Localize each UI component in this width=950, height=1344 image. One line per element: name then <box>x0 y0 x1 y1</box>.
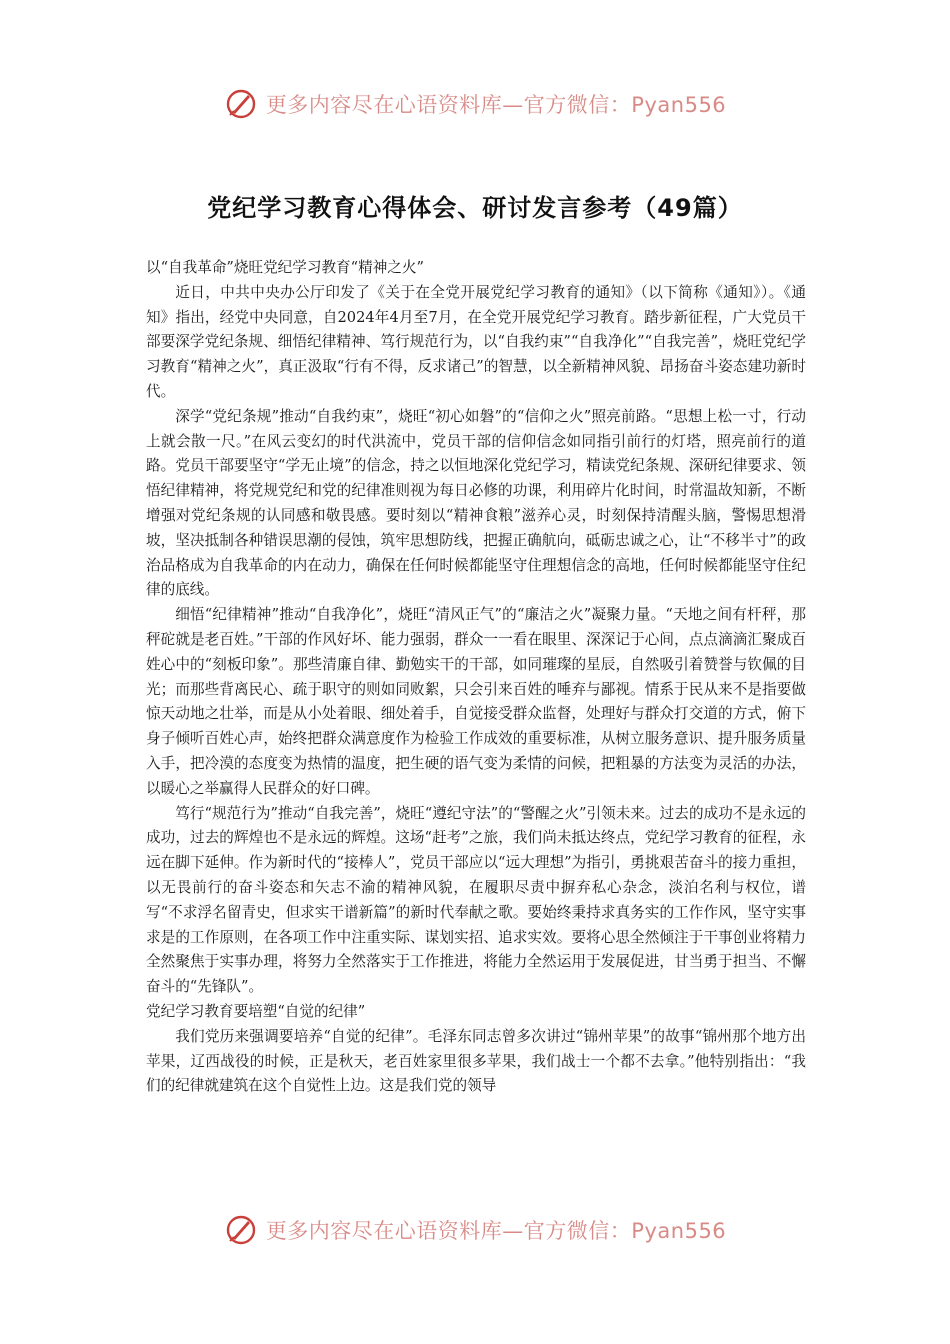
watermark-banner-top <box>0 84 950 124</box>
quill-logo-icon <box>224 87 258 121</box>
body-paragraph: 细悟“纪律精神”推动“自我净化”，烧旺“清风正气”的“廉洁之火”凝聚力量。“天地之间有杆秤，那秤砣就是老百姓。”干部的作风好坏、能力强弱，群众一一看在眼里、深深记于心间，点点滴滴汇聚成百姓心中的“刻板印象”。那些清廉自律、勤勉实干的干部，如同璀璨的星辰，自然吸引着赞誉与钦佩的目光；而那些背离民心、疏于职守的则如同败絮，只会引来百姓的唾弃与鄙视。情系于民从来不是指要做惊天动地之壮举，而是从小处着眼、细处着手，自觉接受群众监督，处理好与群众打交道的方式，俯下身子倾听百姓心声，始终把群众满意度作为检验工作成效的重要标准，从树立服务意识、提升服务质量入手，把冷漠的态度变为热情的温度，把生硬的语气变为柔情的问候，把粗暴的方法变为灵活的办法，以暖心之举赢得人民群众的好口碑。 <box>146 606 806 797</box>
watermark-banner-bottom <box>0 1210 950 1250</box>
body-paragraph: 笃行“规范行为”推动“自我完善”，烧旺“遵纪守法”的“警醒之火”引领未来。过去的成功不是永远的成功，过去的辉煌也不是永远的辉煌。这场“赶考”之旅，我们尚未抵达终点，党纪学习教育的征程，永远在脚下延伸。作为新时代的“接棒人”，党员干部应以“远大理想”为指引，勇挑艰苦奋斗的接力重担，以无畏前行的奋斗姿态和矢志不渝的精神风貌，在履职尽责中摒弃私心杂念，淡泊名利与权位，谱写“不求浮名留青史，但求实干谱新篇”的新时代奉献之歌。要始终秉持求真务实的工作作风，坚守实事求是的工作原则，在各项工作中注重实际、谋划实招、追求实效。要将心思全然倾注于干事创业将精力全然聚焦于实事办理，将努力全然落实于工作推进，将能力全然运用于发展促进，甘当勇于担当、不懈奋斗的“先锋队”。 <box>146 804 806 996</box>
body-paragraph: 深学“党纪条规”推动“自我约束”，烧旺“初心如磐”的“信仰之火”照亮前路。“思想上松一寸，行动上就会散一尺。”在风云变幻的时代洪流中，党员干部的信仰信念如同指引前行的灯塔，照亮前行的道路。党员干部要坚守“学无止境”的信念，持之以恒地深化党纪学习，精读党纪条规、深研纪律要求、领悟纪律精神，将党规党纪和党的纪律准则视为每日必修的功课，利用碎片化时间，时常温故知新，不断增强对党纪条规的认同感和敬畏感。要时刻以“精神食粮”滋养心灵，时刻保持清醒头脑，警惕思想滑坡，坚决抵制各种错误思潮的侵蚀，筑牢思想防线，把握正确航向，砥砺忠诚之心，让“不移半寸”的政治品格成为自我革命的内在动力，确保在任何时候都能坚守住理想信念的高地，任何时候都能坚守住纪律的底线。 <box>146 407 806 599</box>
body-paragraph: 近日，中共中央办公厅印发了《关于在全党开展党纪学习教育的通知》（以下简称《通知》）。《通知》指出，经党中央同意，自2024年4月至7月，在全党开展党纪学习教育。踏步新征程，广大党员干部要深学党纪条规、细悟纪律精神、笃行规范行为，以“自我约束”“自我净化”“自我完善”，烧旺党纪学习教育“精神之火”，真正汲取“行有不得，反求诸己”的智慧，以全新精神风貌、昂扬奋斗姿态建功新时代。 <box>146 283 806 400</box>
section-heading: 以“自我革命”烧旺党纪学习教育“精神之火” <box>146 259 424 276</box>
quill-logo-icon <box>224 1213 258 1247</box>
watermark-text: 更多内容尽在心语资料库—官方微信：Pyan556 <box>265 93 727 117</box>
body-paragraph: 我们党历来强调要培养“自觉的纪律”。毛泽东同志曾多次讲过“锦州苹果”的故事“锦州那个地方出苹果，辽西战役的时候，正是秋天，老百姓家里很多苹果，我们战士一个都不去拿。”他特别指出：“我们的纪律就建筑在这个自觉性上边。这是我们党的领导 <box>146 1027 806 1095</box>
watermark-text: 更多内容尽在心语资料库—官方微信：Pyan556 <box>265 1219 727 1243</box>
section-heading: 党纪学习教育要培塑“自觉的纪律” <box>146 1002 366 1020</box>
document-body <box>146 256 806 1099</box>
document-title: 党纪学习教育心得体会、研讨发言参考（49篇） <box>207 194 743 223</box>
